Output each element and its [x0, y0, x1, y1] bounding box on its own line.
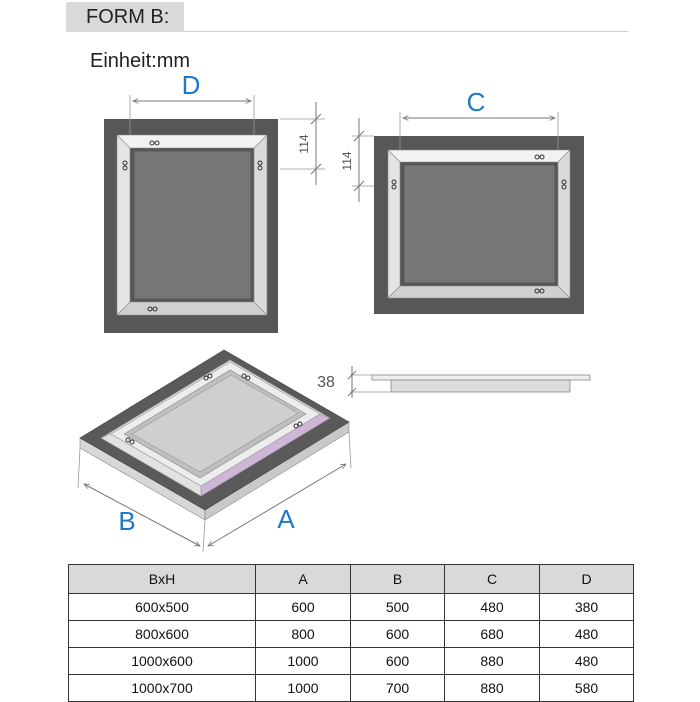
landscape-frame-right	[558, 150, 570, 298]
table-header-cell: C	[445, 565, 540, 594]
table-row	[69, 675, 634, 702]
table-cell: 480	[540, 648, 634, 675]
table-cell: 1000x600	[69, 648, 256, 675]
dimension-d-label: D	[181, 70, 201, 100]
table-row	[69, 621, 634, 648]
table-row	[69, 594, 634, 621]
table-cell: 700	[351, 675, 445, 702]
profile-panel	[372, 375, 590, 380]
portrait-frame-bottom	[117, 302, 267, 315]
table-header-cell: BxH	[69, 565, 256, 594]
table-cell: 800x600	[69, 621, 256, 648]
portrait-mirror-surface	[134, 151, 251, 299]
table-cell: 480	[540, 621, 634, 648]
table-cell: 880	[445, 648, 540, 675]
landscape-frame-bottom	[388, 286, 570, 298]
dimension-38-label: 38	[317, 374, 335, 391]
landscape-frame-left	[388, 150, 400, 298]
dimension-114-landscape-label: 114	[340, 151, 354, 171]
table-cell: 600	[256, 594, 351, 621]
side-profile-view	[317, 366, 590, 398]
dimension-b-label: B	[118, 506, 136, 536]
table-header-cell: B	[351, 565, 445, 594]
unit-label: Einheit:mm	[90, 50, 191, 72]
dimension-a-label: A	[277, 504, 295, 534]
portrait-frame-top	[117, 135, 267, 148]
landscape-frame-top	[388, 150, 570, 162]
portrait-front-view	[104, 119, 278, 333]
table-cell: 1000	[256, 675, 351, 702]
landscape-mirror-surface	[404, 165, 555, 283]
dimension-114-portrait-label: 114	[297, 134, 311, 154]
table-cell: 600x500	[69, 594, 256, 621]
table-header-cell: D	[540, 565, 634, 594]
isometric-view	[80, 350, 349, 520]
table-cell: 600	[351, 621, 445, 648]
table-cell: 880	[445, 675, 540, 702]
dimension-114-landscape	[340, 118, 374, 202]
table-row	[69, 648, 634, 675]
size-table	[68, 564, 634, 702]
table-cell: 380	[540, 594, 634, 621]
table-cell: 600	[351, 648, 445, 675]
table-cell: 500	[351, 594, 445, 621]
table-cell: 1000	[256, 648, 351, 675]
dimension-114-portrait	[280, 102, 325, 185]
profile-frame	[391, 380, 570, 392]
dimension-c-label: C	[466, 87, 486, 117]
table-header-cell: A	[256, 565, 351, 594]
landscape-front-view	[374, 136, 584, 314]
table-header-row	[69, 565, 634, 594]
portrait-frame-right	[254, 135, 267, 315]
table-cell: 800	[256, 621, 351, 648]
table-cell: 1000x700	[69, 675, 256, 702]
form-title: FORM B:	[86, 6, 170, 28]
table-cell: 580	[540, 675, 634, 702]
table-cell: 680	[445, 621, 540, 648]
table-cell: 480	[445, 594, 540, 621]
